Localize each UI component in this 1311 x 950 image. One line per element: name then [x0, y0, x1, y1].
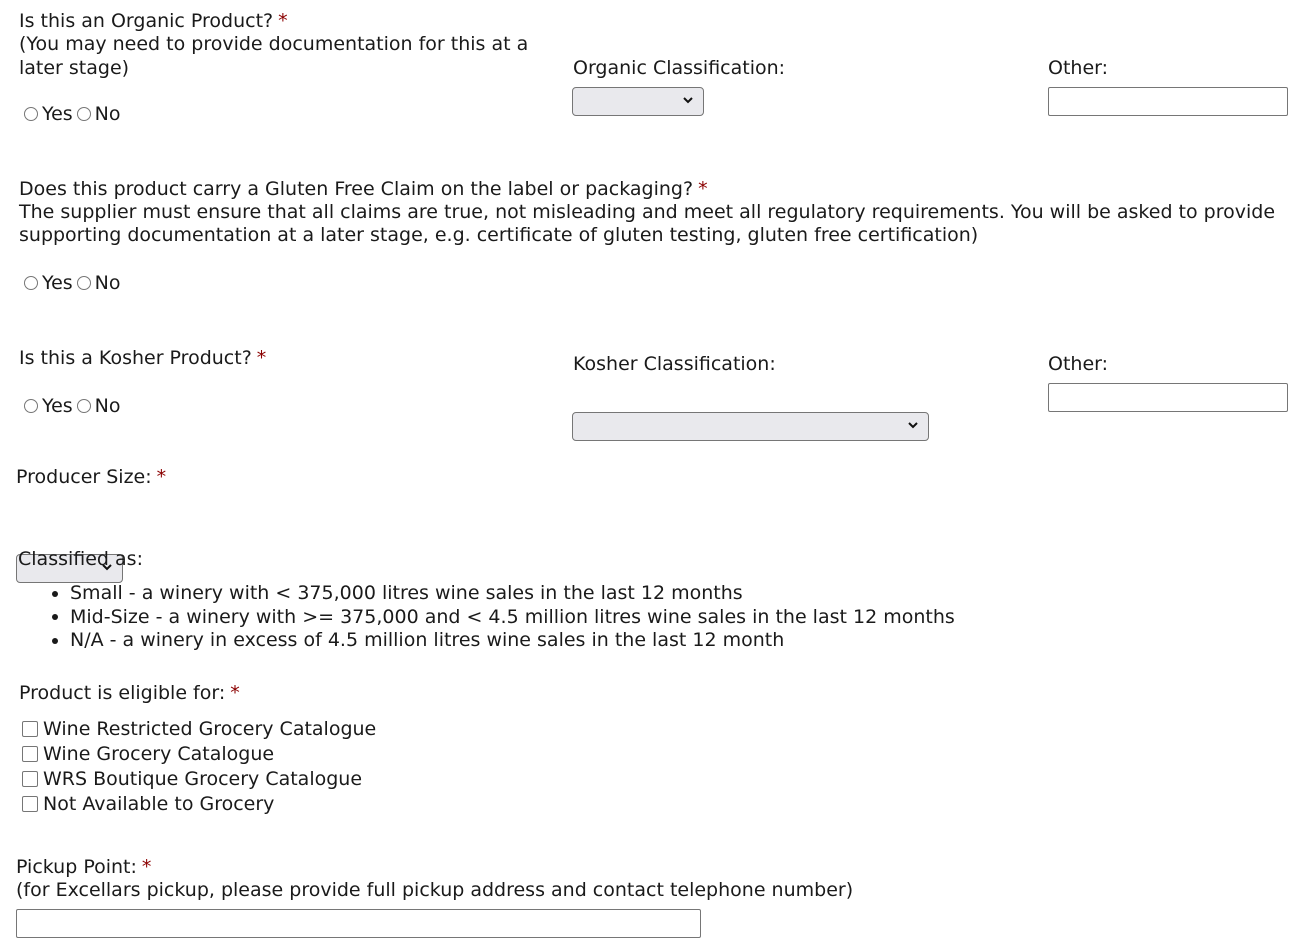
gluten-yes-label[interactable]: Yes: [42, 272, 73, 294]
kosher-classification-select[interactable]: [572, 412, 929, 441]
kosher-no-radio[interactable]: [77, 399, 91, 413]
list-item: [22, 716, 376, 741]
chevron-down-icon: [681, 93, 695, 107]
kosher-radio-group: [24, 395, 125, 417]
required-mark: *: [278, 10, 288, 32]
organic-yes-radio[interactable]: [24, 107, 38, 121]
kosher-classification-label: Kosher Classification:: [573, 353, 776, 375]
gluten-note-line1: The supplier must ensure that all claims are true, not misleading and meet all regulatory requirements. You will be asked to provide: [19, 201, 1276, 223]
bullet-icon: [52, 614, 58, 620]
wine-restricted-grocery-label[interactable]: Wine Restricted Grocery Catalogue: [43, 717, 377, 740]
wine-restricted-grocery-checkbox[interactable]: [22, 721, 38, 737]
pickup-point-note: (for Excellars pickup, please provide full pickup address and contact telephone number): [16, 879, 854, 901]
required-mark: *: [698, 178, 708, 200]
bullet-icon: [52, 591, 58, 597]
not-available-grocery-checkbox[interactable]: [22, 796, 38, 812]
class-small: Small - a winery with < 375,000 litres wine sales in the last 12 months: [70, 582, 743, 604]
organic-radio-group: [24, 103, 125, 125]
organic-other-label: Other:: [1048, 57, 1109, 79]
organic-classification-label: Organic Classification:: [573, 57, 786, 79]
list-item: [22, 766, 376, 791]
gluten-radio-group: [24, 272, 125, 294]
gluten-question-text: Does this product carry a Gluten Free Claim on the label or packaging?: [19, 178, 694, 200]
eligible-label: [19, 682, 240, 705]
kosher-question: [19, 347, 266, 370]
classified-as-label: Classified as:: [18, 548, 143, 570]
required-mark: *: [256, 347, 267, 369]
kosher-no-label[interactable]: No: [94, 395, 121, 417]
kosher-yes-label[interactable]: Yes: [42, 395, 73, 417]
gluten-note-line2: supporting documentation at a later stage, e.g. certificate of gluten testing, gluten free certification): [19, 224, 979, 246]
eligible-text: Product is eligible for:: [19, 682, 226, 704]
pickup-point-text: Pickup Point:: [16, 856, 137, 878]
pickup-point-label: [16, 856, 151, 879]
eligible-checkbox-list: [22, 716, 376, 816]
kosher-yes-radio[interactable]: [24, 399, 38, 413]
producer-size-label: [16, 466, 166, 489]
gluten-no-radio[interactable]: [77, 276, 91, 290]
list-item: [52, 629, 955, 653]
organic-note-line1: (You may need to provide documentation for this at a: [19, 33, 529, 55]
wrs-boutique-grocery-checkbox[interactable]: [22, 771, 38, 787]
producer-class-list: [52, 582, 955, 653]
required-mark: *: [156, 466, 167, 488]
wrs-boutique-grocery-label[interactable]: WRS Boutique Grocery Catalogue: [43, 767, 363, 790]
required-mark: *: [230, 682, 240, 704]
organic-no-radio[interactable]: [77, 107, 91, 121]
gluten-question: [19, 178, 708, 201]
gluten-yes-radio[interactable]: [24, 276, 38, 290]
list-item: [52, 582, 955, 606]
class-na: N/A - a winery in excess of 4.5 million litres wine sales in the last 12 month: [70, 629, 785, 651]
gluten-no-label[interactable]: No: [94, 272, 121, 294]
organic-classification-select[interactable]: [572, 87, 704, 116]
required-mark: *: [141, 856, 152, 878]
organic-note-line2: later stage): [19, 57, 130, 79]
list-item: [52, 606, 955, 630]
class-mid-size: Mid-Size - a winery with >= 375,000 and < 4.5 million litres wine sales in the last 12 months: [70, 605, 955, 628]
wine-grocery-label[interactable]: Wine Grocery Catalogue: [43, 742, 275, 765]
not-available-grocery-label[interactable]: Not Available to Grocery: [43, 792, 275, 815]
chevron-down-icon: [906, 418, 920, 432]
list-item: [22, 741, 376, 766]
bullet-icon: [52, 638, 58, 644]
kosher-other-label: Other:: [1048, 353, 1109, 375]
organic-no-label[interactable]: No: [94, 103, 121, 125]
wine-grocery-checkbox[interactable]: [22, 746, 38, 762]
organic-yes-label[interactable]: Yes: [42, 103, 73, 125]
kosher-other-input[interactable]: [1048, 383, 1288, 412]
kosher-question-text: Is this a Kosher Product?: [19, 347, 252, 369]
organic-other-input[interactable]: [1048, 87, 1288, 116]
producer-size-text: Producer Size:: [16, 466, 152, 488]
organic-question: [19, 10, 288, 33]
list-item: [22, 791, 376, 816]
pickup-point-input[interactable]: [16, 909, 701, 938]
organic-question-text: Is this an Organic Product?: [19, 10, 274, 32]
